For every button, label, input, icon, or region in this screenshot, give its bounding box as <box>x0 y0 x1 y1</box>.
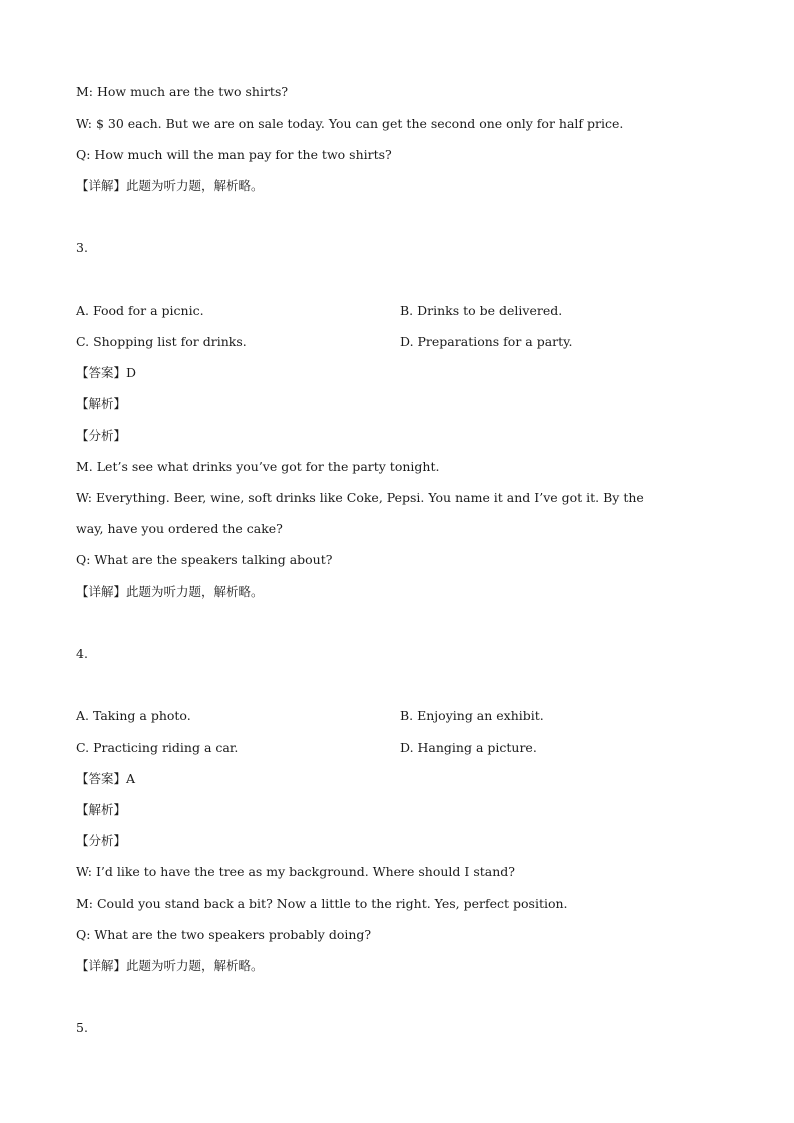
question-number: 5. <box>76 1020 88 1035</box>
option-d: D. Preparations for a party. <box>400 334 573 349</box>
option-c: C. Practicing riding a car. <box>76 740 239 755</box>
answer-label: 【答案】A <box>76 771 136 786</box>
dialogue-line-m: M: How much are the two shirts? <box>76 84 289 99</box>
option-a: A. Taking a photo. <box>76 708 191 723</box>
option-a: A. Food for a picnic. <box>76 303 204 318</box>
fenxi-label: 【分析】 <box>76 428 127 443</box>
answer-label: 【答案】D <box>76 365 137 380</box>
dialogue-line-w: W: Everything. Beer, wine, soft drinks like Coke, Pepsi. You name it and I’ve got it. By the <box>76 490 644 505</box>
dialogue-line-q: Q: How much will the man pay for the two shirts? <box>76 147 392 162</box>
option-c: C. Shopping list for drinks. <box>76 334 247 349</box>
detail-label: 【详解】此题为听力题，解析略。 <box>76 584 264 599</box>
option-d: D. Hanging a picture. <box>400 740 537 755</box>
detail-label: 【详解】此题为听力题，解析略。 <box>76 958 264 973</box>
option-b: B. Drinks to be delivered. <box>400 303 563 318</box>
fenxi-label: 【分析】 <box>76 833 127 848</box>
question-number: 4. <box>76 646 88 661</box>
dialogue-line-m: M: Could you stand back a bit? Now a little to the right. Yes, perfect position. <box>76 896 568 911</box>
detail-label: 【详解】此题为听力题，解析略。 <box>76 178 264 193</box>
option-b: B. Enjoying an exhibit. <box>400 708 544 723</box>
dialogue-line-w-cont: way, have you ordered the cake? <box>76 521 283 536</box>
analysis-label: 【解析】 <box>76 396 127 411</box>
dialogue-line-q: Q: What are the two speakers probably doing? <box>76 927 372 942</box>
analysis-label: 【解析】 <box>76 802 127 817</box>
dialogue-line-w: W: $ 30 each. But we are on sale today. You can get the second one only for half price. <box>76 116 624 131</box>
dialogue-line-w: W: I’d like to have the tree as my background. Where should I stand? <box>76 864 515 879</box>
question-number: 3. <box>76 240 88 255</box>
dialogue-line-m: M. Let’s see what drinks you’ve got for the party tonight. <box>76 459 440 474</box>
dialogue-line-q: Q: What are the speakers talking about? <box>76 552 333 567</box>
